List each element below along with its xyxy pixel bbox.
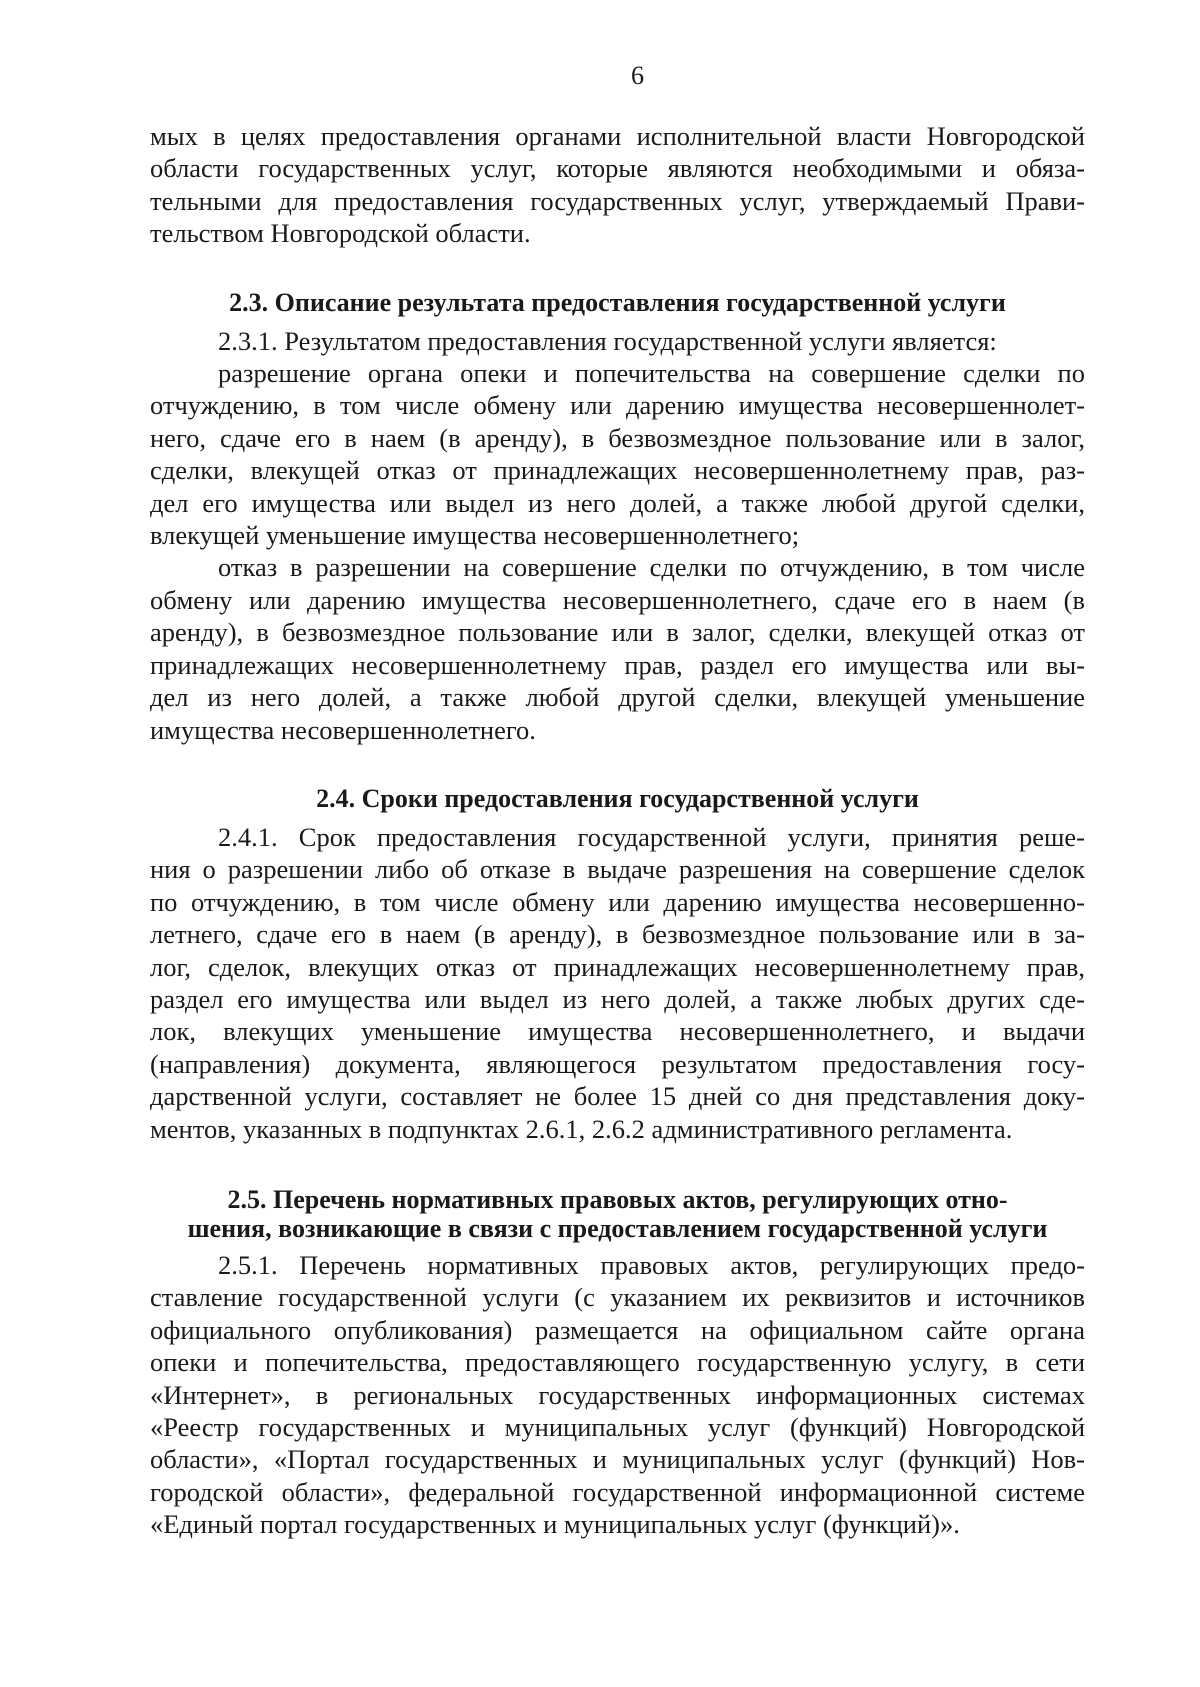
- text-line: раздел его имущества или выдел из него долей, а также любых других сде-: [150, 983, 1085, 1014]
- paragraph-2-5-1: [150, 1249, 1085, 1541]
- text-line: обмену или дарению имущества несовершеннолетнего, сдаче его в наем (в: [150, 584, 1085, 615]
- heading-line: 2.5. Перечень нормативных правовых актов, регулирующих отно-: [227, 1184, 1008, 1214]
- text-line: ментов, указанных в подпунктах 2.6.1, 2.6.2 административного регламента.: [150, 1113, 1013, 1144]
- heading-line: шения, возникающие в связи с предоставлением государственной услуги: [187, 1213, 1048, 1243]
- text-line: 2.5.1. Перечень нормативных правовых актов, регулирующих предо-: [218, 1249, 1085, 1280]
- text-line: области», «Портал государственных и муниципальных услуг (функций) Нов-: [150, 1444, 1085, 1475]
- text-line: ставление государственной услуги (с указанием их реквизитов и источников: [150, 1282, 1085, 1313]
- text-line: аренду), в безвозмездное пользование или в залог, сделки, влекущей отказ от: [150, 617, 1085, 648]
- text-line: по отчуждению, в том числе обмену или дарению имущества несовершенно-: [150, 886, 1085, 917]
- page-number: 6: [631, 61, 644, 90]
- text-line: «Реестр государственных и муниципальных услуг (функций) Новгородской: [150, 1412, 1085, 1442]
- section-heading-2-3: 2.3. Описание результата предоставления государственной услуги: [229, 287, 1006, 317]
- text-line: отказ в разрешении на совершение сделки по отчуждению, в том числе: [218, 552, 1085, 583]
- text-line: дарственной услуги, составляет не более 15 дней со дня представления доку-: [150, 1081, 1085, 1112]
- paragraph-2-3-permission: [150, 357, 1085, 551]
- paragraph-2-4-1: [150, 821, 1085, 1145]
- text-line: дел из него долей, а также любой другой сделки, влекущей уменьшение: [150, 682, 1085, 713]
- text-line: дел его имущества или выдел из него долей, а также любой другой сделки,: [150, 487, 1085, 518]
- text-line: (направления) документа, являющегося результатом предоставления госу-: [150, 1048, 1085, 1079]
- text-line: 2.3.1. Результатом предоставления государственной услуги является:: [218, 325, 997, 356]
- document-page: [150, 60, 1085, 1541]
- text-line: отчуждению, в том числе обмену или дарению имущества несовершеннолет-: [150, 390, 1085, 421]
- text-line: него, сдаче его в наем (в аренду), в безвозмездное пользование или в залог,: [150, 422, 1085, 453]
- text-line: сделки, влекущей отказ от принадлежащих несовершеннолетнему прав, раз-: [150, 455, 1085, 486]
- paragraph-2-3-1: [150, 325, 1085, 357]
- text-line: ния о разрешении либо об отказе в выдаче разрешения на совершение сделок: [150, 854, 1085, 885]
- section-heading-2-5: [150, 1185, 1085, 1243]
- text-line: разрешение органа опеки и попечительства на совершение сделки по: [218, 358, 1085, 389]
- text-line: мых в целях предоставления органами исполнительной власти Новгородской: [150, 121, 1085, 151]
- text-line: опеки и попечительства, предоставляющего государственную услугу, в сети: [150, 1347, 1085, 1378]
- text-line: летнего, сдаче его в наем (в аренду), в безвозмездное пользование или в за-: [150, 919, 1085, 950]
- text-line: области государственных услуг, которые являются необходимыми и обяза-: [150, 153, 1085, 184]
- text-line: «Единый портал государственных и муниципальных услуг (функций)».: [150, 1509, 960, 1540]
- text-line: лок, влекущих уменьшение имущества несовершеннолетнего, и выдачи: [150, 1016, 1085, 1047]
- text-line: имущества несовершеннолетнего.: [150, 714, 536, 745]
- text-line: официального опубликования) размещается на официальном сайте органа: [150, 1314, 1085, 1345]
- text-line: влекущей уменьшение имущества несовершеннолетнего;: [150, 520, 800, 551]
- section-heading-2-4: 2.4. Сроки предоставления государственной услуги: [316, 783, 919, 813]
- intro-paragraph: [150, 120, 1085, 250]
- text-line: тельными для предоставления государственных услуг, утверждаемый Прави-: [150, 185, 1085, 216]
- text-line: лог, сделок, влекущих отказ от принадлежащих несовершеннолетнему прав,: [150, 951, 1085, 982]
- text-line: городской области», федеральной государственной информационной системе: [150, 1476, 1085, 1507]
- text-line: 2.4.1. Срок предоставления государственной услуги, принятия реше-: [218, 821, 1085, 852]
- text-line: принадлежащих несовершеннолетнему прав, раздел его имущества или вы-: [150, 649, 1085, 680]
- text-line: «Интернет», в региональных государственных информационных системах: [150, 1379, 1085, 1410]
- text-line: тельством Новгородской области.: [150, 218, 531, 249]
- paragraph-2-3-refusal: [150, 551, 1085, 745]
